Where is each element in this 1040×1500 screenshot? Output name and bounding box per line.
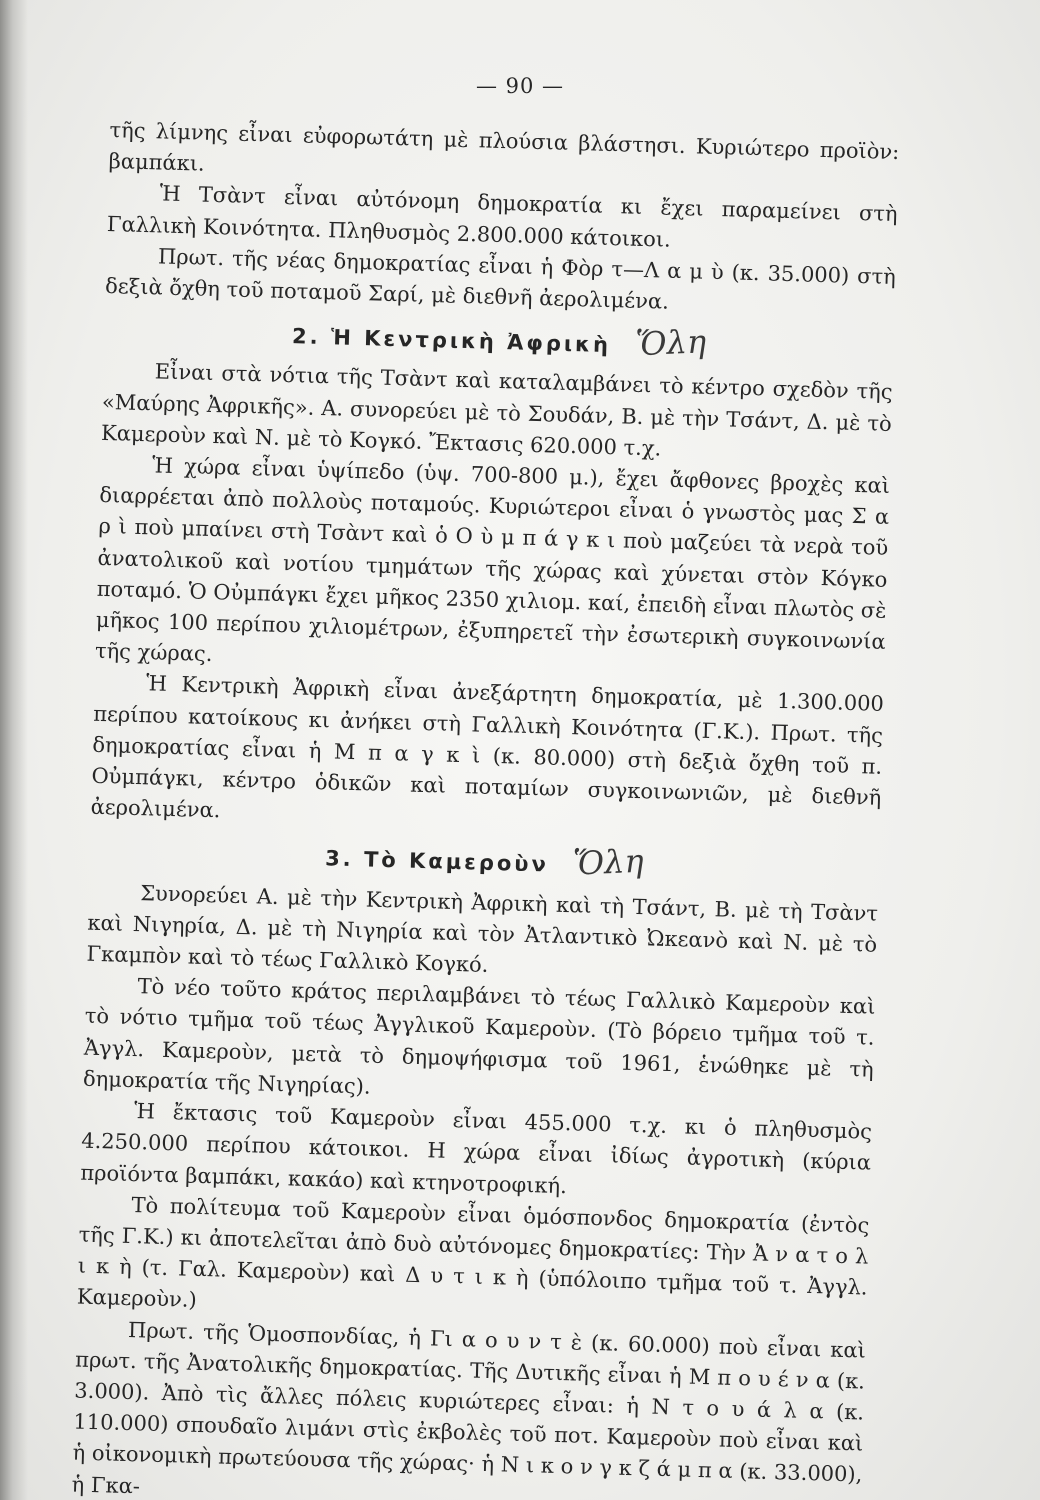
- paragraph-cameroon-1: Συνορεύει Α. μὲ τὴν Κεντρικὴ Ἀφρικὴ καὶ τὴ Τσάντ, Β. μὲ τὴ Τσὰντ καὶ Νιγηρία, Δ. μὲ τὴ Νιγηρία καὶ τὸν Ἀτλαντικὸ Ὠκεανὸ καὶ Ν. μὲ τὸ Γκαμπὸν καὶ τὸ τέως Γαλλικὸ Κογκό.: [86, 880, 879, 977]
- paragraph-intro-2: Ἡ Τσὰντ εἶναι αὐτόνομη δημοκρατία κι ἔχει παραμείνει στὴ Γαλλικὴ Κοινότητα. Πληθυσμὸς 2.800.000 κάτοικοι.: [106, 181, 898, 252]
- paragraph-cameroon-4: Τὸ πολίτευμα τοῦ Καμεροὺν εἶναι ὁμόσπονδος δημοκρατία (ἐντὸς τῆς Γ.Κ.) κι ἀποτελεῖται ἀπὸ δυὸ αὐτόνομες δημοκρατίες: Τὴν Ἀ ν α τ ο λ ι κ ὴ (τ. Γαλ. Καμεροὺν) καὶ Δ υ τ ι κ ὴ (ὑπόλοιπο τμῆμα τοῦ τ. Ἀγγλ. Καμεροὺν.): [76, 1192, 870, 1313]
- paragraph-intro-1: τῆς λίμνης εἶναι εὐφορωτάτη μὲ πλούσια βλάστησι. Κυριώτερο προϊὸν: βαμπάκι.: [108, 117, 900, 176]
- binding-shadow: [0, 0, 28, 1500]
- paragraph-central-africa-3: Ἡ Κεντρικὴ Ἀφρικὴ εἶναι ἀνεξάρτητη δημοκρατία, μὲ 1.300.000 περίπου κατοίκους κι ἀνήκει στὴ Γαλλικὴ Κοινότητα (Γ.Κ.). Πρωτ. τῆς δημοκρατίας εἶναι ἡ Μ π α γ κ ὶ (κ. 80.000) στὴ δεξιὰ ὄχθη τοῦ π. Οὐμπάγκι, κέντρο ὁδικῶν καὶ ποταμίων συγκοινωνιῶν, μὲ διεθνῆ ἀερολιμένα.: [90, 671, 885, 823]
- handwritten-note: Ὅλη: [634, 322, 707, 364]
- page-number: — 90 —: [475, 74, 565, 98]
- paragraph-central-africa-2: Ἡ χώρα εἶναι ὑψίπεδο (ὑψ. 700-800 μ.), ἔχει ἄφθονες βροχὲς καὶ διαρρέεται ἀπὸ πολλοὺς ποταμούς. Κυριώτεροι εἶναι ὁ γνωστὸς μας Σ α ρ ὶ ποὺ μπαίνει στὴ Τσὰντ καὶ ὁ Ο ὺ μ π ά γ κ ι ποὺ μαζεύει τὰ νερὰ τοῦ ἀνατολικοῦ καὶ νοτίου τμημάτων τῆς χώρας καὶ χύνεται στὸν Κόγκο ποταμό. Ὁ Οὐμπάγκι ἔχει μῆκος 2350 χιλιομ. καί, ἐπειδὴ εἶναι πλωτὸς σὲ μῆκος 100 περίπου χιλιομέτρων, ἐξυπηρετεῖ τὴν ἐσωτερικὴ συγκοινωνία τῆς χώρας.: [94, 453, 891, 667]
- paragraph-cameroon-2: Τὸ νέο τοῦτο κράτος περιλαμβάνει τὸ τέως Γαλλικὸ Καμεροὺν καὶ τὸ νότιο τμῆμα τοῦ τέως Ἀγγλικοῦ Καμεροὺν. (Τὸ βόρειο τμῆμα τοῦ τ. Ἀγγλ. Καμεροὺν, μετὰ τὸ δημοψήφισμα τοῦ 1961, ἑνώθηκε μὲ τὴ δημοκρατία τῆς Νιγηρίας).: [82, 974, 876, 1099]
- section-heading-text: 3. Τὸ Καμεροὺν: [324, 846, 550, 878]
- section-heading-text: 2. Ἡ Κεντρικὴ Ἀφρικὴ: [291, 324, 612, 358]
- paragraph-cameroon-5: Πρωτ. τῆς Ὁμοσπονδίας, ἡ Γι α ο υ ν τ ὲ (κ. 60.000) ποὺ εἶναι καὶ πρωτ. τῆς Ἀνατολικῆς δημοκρατίας. Τῆς Δυτικῆς εἶναι ἡ Μ π ο υ έ ν α (κ. 3.000). Ἀπὸ τὶς ἄλλες πόλεις κυριώτερες εἶναι: ἡ Ν τ ο υ ά λ α (κ. 110.000) σπουδαῖο λιμάνι στὶς ἐκβολὲς τοῦ ποτ. Καμεροὺν ποὺ εἶναι καὶ ἡ οἰκονομικὴ πρωτεύουσα τῆς χώρας· ἡ Ν ι κ ο ν γ κ ζ ά μ π α (κ. 33.000), ἡ Γκα-: [71, 1317, 867, 1498]
- page-text: [71, 115, 899, 1500]
- paragraph-cameroon-3: Ἡ ἔκτασις τοῦ Καμεροὺν εἶναι 455.000 τ.χ. κι ὁ πληθυσμὸς 4.250.000 περίπου κάτοικοι. Η χώρα εἶναι ἰδίως ἀγροτικὴ (κύρια προϊόντα βαμπάκι, κακάο) καὶ κτηνοτροφική.: [80, 1099, 873, 1198]
- handwritten-note: Ὅλη: [572, 842, 645, 884]
- paragraph-central-africa-1: Εἶναι στὰ νότια τῆς Τσὰντ καὶ καταλαμβάνει τὸ κέντρο σχεδὸν τῆς «Μαύρης Ἀφρικῆς». Α. συνορεύει μὲ τὸ Σουδάν, Β. μὲ τὴν Τσάντ, Δ. μὲ τὸ Καμεροὺν καὶ Ν. μὲ τὸ Κογκό. Ἔκτασις 620.000 τ.χ.: [100, 359, 893, 461]
- paragraph-intro-3: Πρωτ. τῆς νέας δημοκρατίας εἶναι ἡ Φὸρ τ—Λ α μ ὺ (κ. 35.000) στὴ δεξιὰ ὄχθη τοῦ ποταμοῦ Σαρί, μὲ διεθνῆ ἀερολιμένα.: [104, 244, 897, 314]
